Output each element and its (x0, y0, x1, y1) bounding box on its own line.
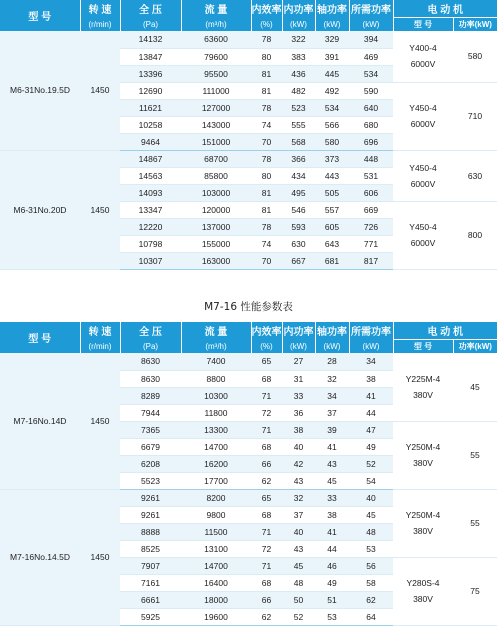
motor-power-cell: 45 (453, 353, 497, 421)
motor-voltage: 380V (413, 458, 433, 468)
col-header-internal-power: 内功率 (282, 0, 315, 18)
pressure-cell: 8888 (120, 523, 181, 540)
col-header-speed-unit: (r/min) (80, 340, 120, 354)
efficiency-cell: 62 (251, 608, 282, 625)
efficiency-cell: 68 (251, 574, 282, 591)
shaft-power-cell: 681 (315, 252, 349, 269)
flow-cell: 111000 (181, 82, 251, 99)
internal-power-cell: 52 (282, 608, 315, 625)
pressure-cell: 5523 (120, 472, 181, 489)
motor-model: Y250M-4 (405, 442, 441, 452)
flow-cell: 95500 (181, 65, 251, 82)
flow-cell: 10300 (181, 387, 251, 404)
motor-model-cell (393, 150, 453, 201)
col-header-shaft-power: 轴功率 (315, 0, 349, 18)
shaft-power-cell: 505 (315, 184, 349, 201)
shaft-power-cell: 41 (315, 523, 349, 540)
pressure-cell: 14093 (120, 184, 181, 201)
motor-model: Y450-4 (409, 222, 437, 232)
shaft-power-cell: 37 (315, 404, 349, 421)
motor-model: Y250M-4 (405, 510, 441, 520)
internal-power-cell: 482 (282, 82, 315, 99)
efficiency-cell: 78 (251, 218, 282, 235)
motor-power-cell: 55 (453, 489, 497, 557)
efficiency-cell: 70 (251, 133, 282, 150)
required-power-cell: 58 (349, 574, 393, 591)
shaft-power-cell: 44 (315, 540, 349, 557)
m7-16-table-title: M7-16 性能参数表 (204, 301, 293, 313)
flow-cell: 63600 (181, 31, 251, 48)
pressure-cell: 7365 (120, 421, 181, 438)
flow-cell: 163000 (181, 252, 251, 269)
shaft-power-cell: 46 (315, 557, 349, 574)
shaft-power-cell: 45 (315, 472, 349, 489)
efficiency-cell: 80 (251, 167, 282, 184)
motor-model: Y450-4 (409, 103, 437, 113)
efficiency-cell: 74 (251, 235, 282, 252)
pressure-cell: 7907 (120, 557, 181, 574)
internal-power-cell: 43 (282, 472, 315, 489)
internal-power-cell: 31 (282, 370, 315, 387)
efficiency-cell: 71 (251, 523, 282, 540)
efficiency-cell: 81 (251, 82, 282, 99)
pressure-cell: 10798 (120, 235, 181, 252)
col-header-model: 型 号 (0, 0, 80, 31)
table-row (0, 353, 497, 370)
table-row (0, 31, 497, 48)
motor-power-cell: 630 (453, 150, 497, 201)
required-power-cell: 64 (349, 608, 393, 625)
flow-cell: 14700 (181, 557, 251, 574)
required-power-cell: 47 (349, 421, 393, 438)
required-power-cell: 34 (349, 353, 393, 370)
pressure-cell: 6208 (120, 455, 181, 472)
required-power-cell: 394 (349, 31, 393, 48)
pressure-cell: 9261 (120, 489, 181, 506)
internal-power-cell: 32 (282, 489, 315, 506)
shaft-power-cell: 557 (315, 201, 349, 218)
efficiency-cell: 81 (251, 184, 282, 201)
speed-cell: 1450 (80, 150, 120, 269)
required-power-cell: 531 (349, 167, 393, 184)
internal-power-cell: 322 (282, 31, 315, 48)
col-header-shaft-power-unit: (kW) (315, 18, 349, 32)
col-header-pressure-unit: (Pa) (120, 340, 181, 354)
motor-model: Y225M-4 (405, 373, 441, 384)
efficiency-cell: 65 (251, 353, 282, 370)
flow-cell: 103000 (181, 184, 251, 201)
flow-cell: 16200 (181, 455, 251, 472)
col-header-efficiency-unit: (%) (251, 18, 282, 32)
pressure-cell: 13847 (120, 48, 181, 65)
flow-cell: 68700 (181, 150, 251, 167)
internal-power-cell: 48 (282, 574, 315, 591)
motor-power-cell: 800 (453, 201, 497, 269)
speed-cell: 1450 (80, 489, 120, 625)
internal-power-cell: 495 (282, 184, 315, 201)
pressure-cell: 14132 (120, 31, 181, 48)
internal-power-cell: 37 (282, 506, 315, 523)
header-row (0, 0, 497, 18)
table-row (0, 489, 497, 506)
fan-model-cell: M6-31No.19.5D (0, 31, 80, 150)
internal-power-cell: 568 (282, 133, 315, 150)
flow-cell: 13300 (181, 421, 251, 438)
col-header-shaft-power-unit: (kW) (315, 340, 349, 354)
required-power-cell: 44 (349, 404, 393, 421)
col-header-motor-model: 型 号 (393, 18, 453, 32)
shaft-power-cell: 643 (315, 235, 349, 252)
efficiency-cell: 71 (251, 421, 282, 438)
motor-voltage: 380V (413, 594, 433, 604)
table-row (0, 150, 497, 167)
efficiency-cell: 81 (251, 65, 282, 82)
internal-power-cell: 383 (282, 48, 315, 65)
pressure-cell: 8630 (120, 353, 181, 370)
required-power-cell: 56 (349, 557, 393, 574)
flow-cell: 151000 (181, 133, 251, 150)
motor-model: Y450-4 (409, 162, 437, 173)
motor-model: Y400-4 (409, 43, 437, 54)
motor-model-cell (393, 31, 453, 82)
col-header-required-power-unit: (kW) (349, 18, 393, 32)
m7-16-performance-table (0, 322, 497, 626)
flow-cell: 11500 (181, 523, 251, 540)
shaft-power-cell: 33 (315, 489, 349, 506)
shaft-power-cell: 580 (315, 133, 349, 150)
shaft-power-cell: 28 (315, 353, 349, 370)
motor-voltage: 6000V (410, 59, 436, 70)
required-power-cell: 49 (349, 438, 393, 455)
flow-cell: 7400 (181, 353, 251, 370)
col-header-internal-power-unit: (kW) (282, 340, 315, 354)
flow-cell: 120000 (181, 201, 251, 218)
flow-cell: 9800 (181, 506, 251, 523)
col-header-speed: 转 速 (80, 0, 120, 18)
internal-power-cell: 50 (282, 591, 315, 608)
motor-power-cell: 55 (453, 421, 497, 489)
flow-cell: 19600 (181, 608, 251, 625)
col-header-motor: 电 动 机 (393, 322, 497, 340)
fan-model-cell: M6-31No.20D (0, 150, 80, 269)
efficiency-cell: 66 (251, 591, 282, 608)
fan-model-cell: M7-16No.14.5D (0, 489, 80, 625)
internal-power-cell: 593 (282, 218, 315, 235)
col-header-required-power: 所需功率 (349, 0, 393, 18)
col-header-internal-power: 内功率 (282, 322, 315, 340)
motor-voltage: 6000V (410, 178, 436, 189)
internal-power-cell: 555 (282, 116, 315, 133)
internal-power-cell: 38 (282, 421, 315, 438)
internal-power-cell: 523 (282, 99, 315, 116)
motor-model-cell (393, 82, 453, 150)
shaft-power-cell: 34 (315, 387, 349, 404)
shaft-power-cell: 566 (315, 116, 349, 133)
shaft-power-cell: 443 (315, 167, 349, 184)
required-power-cell: 817 (349, 252, 393, 269)
motor-power-cell: 75 (453, 557, 497, 625)
internal-power-cell: 667 (282, 252, 315, 269)
pressure-cell: 14563 (120, 167, 181, 184)
motor-power-cell: 710 (453, 82, 497, 150)
col-header-motor-power: 功率(kW) (453, 18, 497, 32)
shaft-power-cell: 605 (315, 218, 349, 235)
required-power-cell: 771 (349, 235, 393, 252)
shaft-power-cell: 51 (315, 591, 349, 608)
efficiency-cell: 68 (251, 506, 282, 523)
motor-power-cell: 580 (453, 31, 497, 82)
col-header-pressure-unit: (Pa) (120, 18, 181, 32)
efficiency-cell: 78 (251, 99, 282, 116)
efficiency-cell: 71 (251, 387, 282, 404)
internal-power-cell: 36 (282, 404, 315, 421)
required-power-cell: 54 (349, 472, 393, 489)
required-power-cell: 40 (349, 489, 393, 506)
efficiency-cell: 62 (251, 472, 282, 489)
speed-cell: 1450 (80, 31, 120, 150)
internal-power-cell: 40 (282, 438, 315, 455)
col-header-internal-power-unit: (kW) (282, 18, 315, 32)
required-power-cell: 669 (349, 201, 393, 218)
motor-model-cell (393, 421, 453, 489)
shaft-power-cell: 41 (315, 438, 349, 455)
internal-power-cell: 40 (282, 523, 315, 540)
shaft-power-cell: 53 (315, 608, 349, 625)
efficiency-cell: 80 (251, 48, 282, 65)
efficiency-cell: 71 (251, 557, 282, 574)
internal-power-cell: 546 (282, 201, 315, 218)
efficiency-cell: 81 (251, 201, 282, 218)
motor-voltage: 6000V (410, 238, 436, 248)
fan-model-cell: M7-16No.14D (0, 353, 80, 489)
pressure-cell: 9261 (120, 506, 181, 523)
col-header-efficiency: 内效率 (251, 322, 282, 340)
pressure-cell: 5925 (120, 608, 181, 625)
shaft-power-cell: 534 (315, 99, 349, 116)
motor-voltage: 380V (413, 526, 433, 536)
pressure-cell: 6661 (120, 591, 181, 608)
required-power-cell: 726 (349, 218, 393, 235)
internal-power-cell: 630 (282, 235, 315, 252)
efficiency-cell: 68 (251, 370, 282, 387)
pressure-cell: 7944 (120, 404, 181, 421)
pressure-cell: 8289 (120, 387, 181, 404)
shaft-power-cell: 32 (315, 370, 349, 387)
col-header-flow: 流 量 (181, 322, 251, 340)
flow-cell: 13100 (181, 540, 251, 557)
required-power-cell: 45 (349, 506, 393, 523)
required-power-cell: 41 (349, 387, 393, 404)
col-header-required-power-unit: (kW) (349, 340, 393, 354)
pressure-cell: 14867 (120, 150, 181, 167)
flow-cell: 155000 (181, 235, 251, 252)
shaft-power-cell: 492 (315, 82, 349, 99)
shaft-power-cell: 49 (315, 574, 349, 591)
col-header-speed-unit: (r/min) (80, 18, 120, 32)
efficiency-cell: 66 (251, 455, 282, 472)
required-power-cell: 640 (349, 99, 393, 116)
col-header-motor-power: 功率(kW) (453, 340, 497, 354)
motor-voltage: 6000V (410, 119, 436, 129)
pressure-cell: 6679 (120, 438, 181, 455)
col-header-motor: 电 动 机 (393, 0, 497, 18)
required-power-cell: 606 (349, 184, 393, 201)
internal-power-cell: 436 (282, 65, 315, 82)
motor-model-cell (393, 353, 453, 421)
pressure-cell: 8630 (120, 370, 181, 387)
required-power-cell: 52 (349, 455, 393, 472)
motor-voltage: 380V (413, 389, 433, 400)
col-header-shaft-power: 轴功率 (315, 322, 349, 340)
flow-cell: 14700 (181, 438, 251, 455)
internal-power-cell: 27 (282, 353, 315, 370)
efficiency-cell: 74 (251, 116, 282, 133)
required-power-cell: 534 (349, 65, 393, 82)
flow-cell: 16400 (181, 574, 251, 591)
motor-model-cell (393, 557, 453, 625)
col-header-pressure: 全 压 (120, 0, 181, 18)
col-header-motor-model: 型 号 (393, 340, 453, 354)
col-header-required-power: 所需功率 (349, 322, 393, 340)
efficiency-cell: 70 (251, 252, 282, 269)
pressure-cell: 8525 (120, 540, 181, 557)
required-power-cell: 62 (349, 591, 393, 608)
required-power-cell: 680 (349, 116, 393, 133)
efficiency-cell: 78 (251, 150, 282, 167)
required-power-cell: 48 (349, 523, 393, 540)
pressure-cell: 12690 (120, 82, 181, 99)
col-header-speed: 转 速 (80, 322, 120, 340)
required-power-cell: 696 (349, 133, 393, 150)
pressure-cell: 13347 (120, 201, 181, 218)
col-header-flow-unit: (m³/h) (181, 18, 251, 32)
internal-power-cell: 33 (282, 387, 315, 404)
shaft-power-cell: 43 (315, 455, 349, 472)
col-header-efficiency: 内效率 (251, 0, 282, 18)
efficiency-cell: 72 (251, 540, 282, 557)
internal-power-cell: 43 (282, 540, 315, 557)
flow-cell: 8800 (181, 370, 251, 387)
internal-power-cell: 42 (282, 455, 315, 472)
motor-model: Y280S-4 (406, 578, 440, 588)
m6-31-performance-table (0, 0, 497, 270)
internal-power-cell: 366 (282, 150, 315, 167)
flow-cell: 85800 (181, 167, 251, 184)
col-header-efficiency-unit: (%) (251, 340, 282, 354)
required-power-cell: 469 (349, 48, 393, 65)
col-header-flow-unit: (m³/h) (181, 340, 251, 354)
pressure-cell: 11621 (120, 99, 181, 116)
required-power-cell: 53 (349, 540, 393, 557)
col-header-pressure: 全 压 (120, 322, 181, 340)
efficiency-cell: 68 (251, 438, 282, 455)
flow-cell: 127000 (181, 99, 251, 116)
pressure-cell: 10307 (120, 252, 181, 269)
flow-cell: 11800 (181, 404, 251, 421)
shaft-power-cell: 391 (315, 48, 349, 65)
flow-cell: 17700 (181, 472, 251, 489)
pressure-cell: 9464 (120, 133, 181, 150)
efficiency-cell: 65 (251, 489, 282, 506)
col-header-model: 型 号 (0, 322, 80, 353)
internal-power-cell: 434 (282, 167, 315, 184)
internal-power-cell: 45 (282, 557, 315, 574)
flow-cell: 18000 (181, 591, 251, 608)
efficiency-cell: 72 (251, 404, 282, 421)
shaft-power-cell: 38 (315, 506, 349, 523)
header-row (0, 322, 497, 340)
col-header-flow: 流 量 (181, 0, 251, 18)
shaft-power-cell: 39 (315, 421, 349, 438)
shaft-power-cell: 445 (315, 65, 349, 82)
pressure-cell: 7161 (120, 574, 181, 591)
shaft-power-cell: 329 (315, 31, 349, 48)
shaft-power-cell: 373 (315, 150, 349, 167)
efficiency-cell: 78 (251, 31, 282, 48)
pressure-cell: 10258 (120, 116, 181, 133)
required-power-cell: 590 (349, 82, 393, 99)
flow-cell: 8200 (181, 489, 251, 506)
flow-cell: 79600 (181, 48, 251, 65)
motor-model-cell (393, 201, 453, 269)
required-power-cell: 448 (349, 150, 393, 167)
flow-cell: 137000 (181, 218, 251, 235)
pressure-cell: 13396 (120, 65, 181, 82)
motor-model-cell (393, 489, 453, 557)
pressure-cell: 12220 (120, 218, 181, 235)
required-power-cell: 38 (349, 370, 393, 387)
speed-cell: 1450 (80, 353, 120, 489)
flow-cell: 143000 (181, 116, 251, 133)
